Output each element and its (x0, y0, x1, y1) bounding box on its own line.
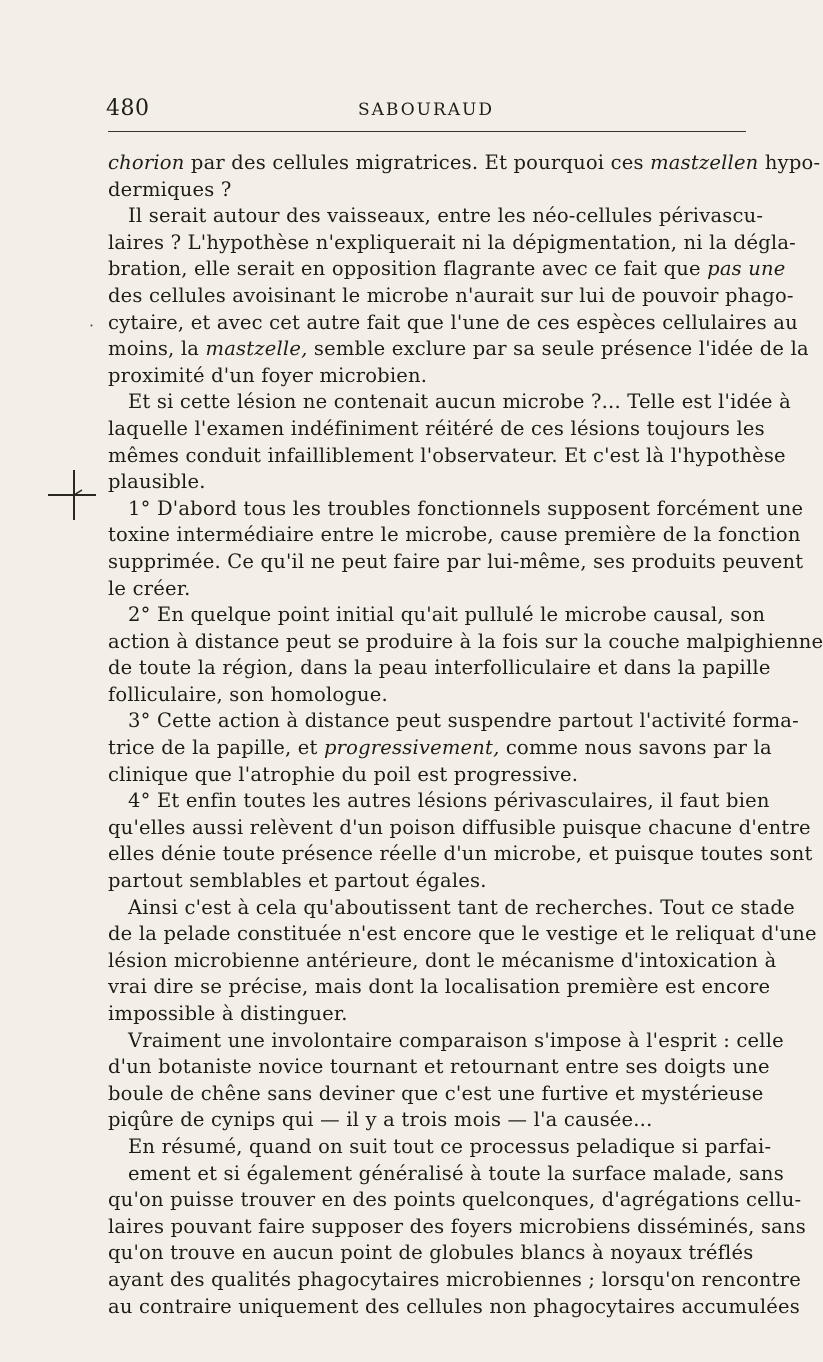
text-line (108, 150, 821, 177)
line-text: impossible à distinguer. (108, 1002, 348, 1025)
line-text: d'un botaniste novice tournant et retournant entre ses doigts une (108, 1055, 770, 1079)
line-text: comme nous savons par la (499, 736, 772, 760)
page-header (106, 96, 746, 126)
line-text: ayant des qualités phagocytaires microbiennes ; lorsqu'on rencontre (108, 1267, 801, 1291)
text-line (108, 1187, 802, 1214)
text-line (108, 762, 753, 789)
line-text: 3° Cette action à distance peut suspendre partout l'activité forma- (128, 709, 799, 733)
paragraph (108, 602, 823, 708)
text-line (108, 895, 795, 922)
line-text: semble exclure par sa seule présence l'idée de la (307, 337, 809, 361)
paragraph (108, 895, 817, 1028)
line-text: ement et si également généralisé à toute la surface malade, sans (128, 1161, 784, 1185)
text-line (108, 708, 799, 735)
paragraph (108, 150, 821, 203)
margin-tick: · (89, 316, 95, 335)
italic-term: mastzelle, (205, 337, 308, 361)
paragraph (108, 1028, 784, 1134)
line-text: toxine intermédiaire entre le microbe, cause première de la fonction (108, 523, 801, 547)
line-text: qu'elles aussi relèvent d'un poison diffusible puisque chacune d'entre (108, 815, 811, 839)
italic-term: mastzellen (650, 151, 759, 174)
line-text: de la pelade constituée n'est encore que le vestige et le reliquat d'une (108, 922, 817, 946)
italic-term: pas une (707, 257, 786, 281)
text-line (108, 310, 798, 337)
text-line (108, 1001, 753, 1028)
line-text: boule de chêne sans deviner que c'est une furtive et mystérieuse (108, 1081, 764, 1105)
text-line (108, 256, 786, 283)
paragraph (108, 708, 799, 788)
line-text: vrai dire se précise, mais dont la localisation première est encore (108, 975, 771, 999)
text-line (108, 1161, 784, 1188)
line-text: des cellules avoisinant le microbe n'aurait sur lui de pouvoir phago- (108, 283, 794, 307)
line-text: action à distance peut se produire à la fois sur la couche malpighienne (108, 629, 823, 653)
line-text: Ainsi c'est à cela qu'aboutissent tant de recherches. Tout ce stade (128, 895, 795, 919)
line-text: laires ? L'hypothèse n'expliquerait ni la dépigmentation, ni la dégla- (108, 230, 796, 254)
line-text: dermiques ? (108, 177, 232, 201)
registration-cross-icon (34, 462, 104, 522)
text-line (108, 522, 801, 549)
line-text: au contraire uniquement des cellules non phagocytaires accumulées (108, 1294, 800, 1318)
text-line (108, 177, 753, 204)
text-line (108, 1294, 800, 1321)
line-text: mêmes conduit infailliblement l'observateur. Et c'est là l'hypothèse (108, 443, 786, 467)
text-line (108, 203, 764, 230)
line-text: proximité d'un foyer microbien. (108, 363, 428, 387)
text-line (108, 363, 753, 390)
text-line (108, 868, 753, 895)
line-text: supprimée. Ce qu'il ne peut faire par lui-même, ses produits peuvent (108, 549, 804, 573)
text-line (108, 788, 770, 815)
text-line (108, 1081, 764, 1108)
page-number: 480 (106, 96, 150, 121)
text-line (108, 841, 813, 868)
text-line (108, 682, 753, 709)
line-text: 2° En quelque point initial qu'ait pullulé le microbe causal, son (128, 603, 766, 627)
paragraph (108, 203, 809, 389)
line-text: Il serait autour des vaisseaux, entre les néo-cellules périvascu- (128, 204, 764, 228)
body-text (108, 150, 823, 1320)
text-line (108, 1028, 784, 1055)
text-line (108, 1054, 770, 1081)
text-line (108, 974, 771, 1001)
line-text: plausible. (108, 470, 206, 494)
line-text: qu'on trouve en aucun point de globules blancs à noyaux tréflés (108, 1241, 754, 1265)
line-text: lésion microbienne antérieure, dont le mécanisme d'intoxication à (108, 948, 777, 972)
line-text: de toute la région, dans la peau interfolliculaire et dans la papille (108, 656, 771, 680)
line-text: folliculaire, son homologue. (108, 682, 388, 706)
text-line (108, 336, 809, 363)
line-text: partout semblables et partout égales. (108, 869, 487, 893)
italic-term: chorion (108, 151, 185, 174)
paragraph (108, 496, 804, 602)
text-line (108, 1214, 806, 1241)
line-text: bration, elle serait en opposition flagrante avec ce fait que (108, 257, 708, 281)
line-text: 4° Et enfin toutes les autres lésions périvasculaires, il faut bien (128, 789, 770, 813)
running-head: SABOURAUD (357, 100, 495, 120)
line-text: elles dénie toute présence réelle d'un microbe, et puisque toutes sont (108, 842, 813, 866)
line-text: cytaire, et avec cet autre fait que l'une de ces espèces cellulaires au (108, 310, 798, 334)
line-text: Et si cette lésion ne contenait aucun microbe ?... Telle est l'idée à (128, 390, 791, 414)
text-line (108, 735, 772, 762)
text-line (108, 602, 766, 629)
text-line (108, 576, 753, 603)
text-line (108, 1240, 753, 1267)
line-text: laquelle l'examen indéfiniment réitéré de ces lésions toujours les (108, 416, 765, 440)
italic-term: progressivement, (323, 736, 500, 760)
text-line (108, 629, 823, 656)
text-line (108, 948, 777, 975)
text-line (108, 469, 753, 496)
line-text: trice de la papille, et (108, 736, 324, 760)
line-text: par des cellules migratrices. Et pourquoi ces (184, 151, 651, 174)
text-line (108, 496, 804, 523)
text-line (108, 1107, 753, 1134)
text-line (108, 921, 817, 948)
text-line (108, 1267, 801, 1294)
line-text: laires pouvant faire supposer des foyers microbiens disséminés, sans (108, 1214, 806, 1238)
text-line (108, 283, 794, 310)
line-text: piqûre de cynips qui — il y a trois mois — l'a causée... (108, 1108, 653, 1132)
text-line (108, 1134, 772, 1161)
line-text: clinique que l'atrophie du poil est progressive. (108, 762, 579, 786)
paragraph (108, 788, 813, 894)
paragraph (108, 389, 791, 495)
line-text: 1° D'abord tous les troubles fonctionnels supposent forcément une (128, 496, 804, 520)
text-line (108, 655, 771, 682)
text-line (108, 815, 811, 842)
line-text: qu'on puisse trouver en des points quelconques, d'agrégations cellu- (108, 1188, 802, 1212)
text-line (108, 416, 765, 443)
line-text: hypo- (758, 151, 821, 174)
paragraph (108, 1134, 806, 1320)
text-line (108, 389, 791, 416)
line-text: En résumé, quand on suit tout ce processus peladique si parfai- (128, 1134, 772, 1158)
line-text: moins, la (108, 337, 206, 361)
text-line (108, 230, 796, 257)
text-line (108, 549, 804, 576)
header-rule (108, 131, 746, 132)
line-text: Vraiment une involontaire comparaison s'impose à l'esprit : celle (128, 1028, 784, 1052)
text-line (108, 443, 786, 470)
line-text: le créer. (108, 576, 191, 600)
